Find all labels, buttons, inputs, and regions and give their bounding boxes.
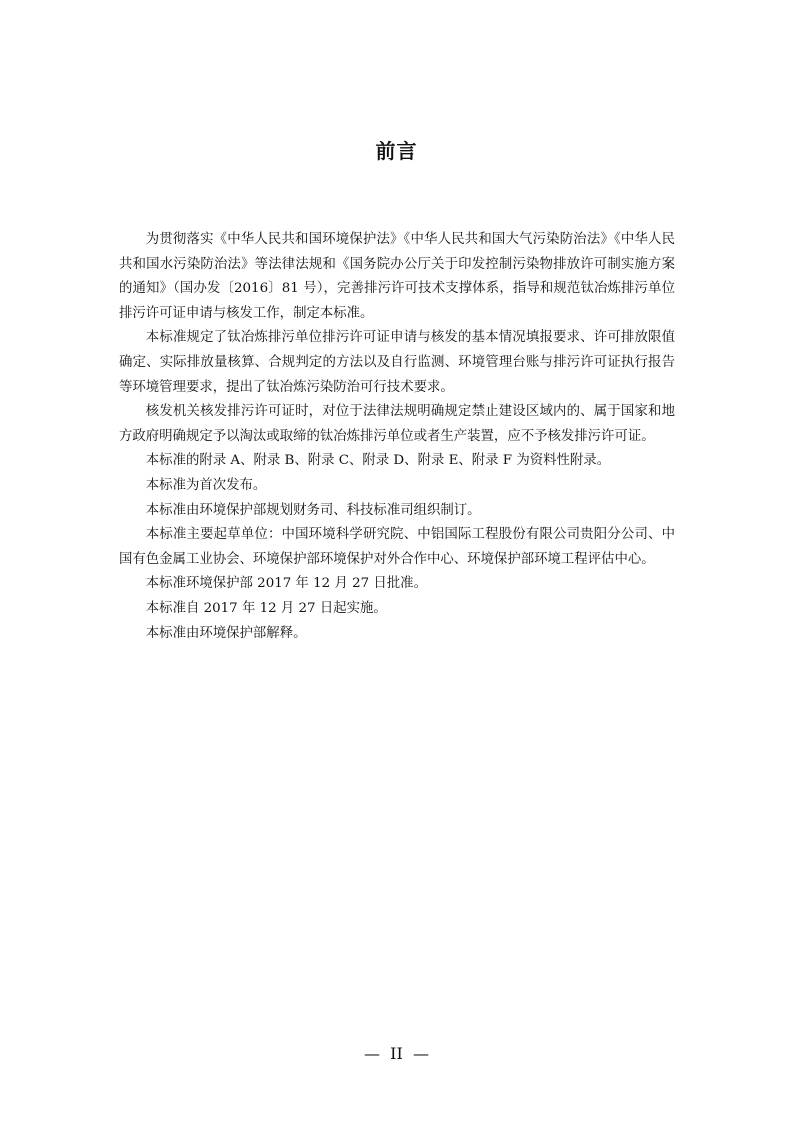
- paragraph: 本标准的附录 A、附录 B、附录 C、附录 D、附录 E、附录 F 为资料性附录。: [145, 453, 611, 469]
- paragraph: 本标准环境保护部 2017 年 12 月 27 日批准。: [145, 576, 427, 592]
- paragraph: 本标准由环境保护部规划财务司、科技标准司组织制订。: [145, 502, 481, 518]
- paragraph: 核发机关核发排污许可证时，对位于法律法规明确规定禁止建设区域内的、属于国家和地方政府明确规定予以淘汰或取缔的钛冶炼排污单位或者生产装置，应不予核发排污许可证。: [119, 404, 675, 444]
- paragraph: 本标准为首次发布。: [145, 477, 267, 493]
- paragraph: 本标准规定了钛冶炼排污单位排污许可证申请与核发的基本情况填报要求、许可排放限值确定、实际排放量核算、合规判定的方法以及自行监测、环境管理台账与排污许可证执行报告等环境管理要求，提出了钛冶炼污染防治可行技术要求。: [119, 330, 675, 395]
- paragraph: 本标准自 2017 年 12 月 27 日起实施。: [145, 600, 387, 616]
- page-title: 前言: [375, 139, 418, 163]
- page-number: — II —: [364, 1044, 429, 1063]
- paragraph: 为贯彻落实《中华人民共和国环境保护法》《中华人民共和国大气污染防治法》《中华人民共和国水污染防治法》等法律法规和《国务院办公厅关于印发控制污染物排放许可制实施方案的通知》（国办发〔2016〕81 号），完善排污许可技术支撑体系，指导和规范钛冶炼排污单位排污许可证申请与核发工作，制定本标准。: [119, 232, 675, 321]
- document-body: [119, 228, 675, 646]
- paragraph: 本标准由环境保护部解释。: [145, 625, 307, 641]
- paragraph: 本标准主要起草单位：中国环境科学研究院、中铝国际工程股份有限公司贵阳分公司、中国有色金属工业协会、环境保护部环境保护对外合作中心、环境保护部环境工程评估中心。: [119, 527, 675, 567]
